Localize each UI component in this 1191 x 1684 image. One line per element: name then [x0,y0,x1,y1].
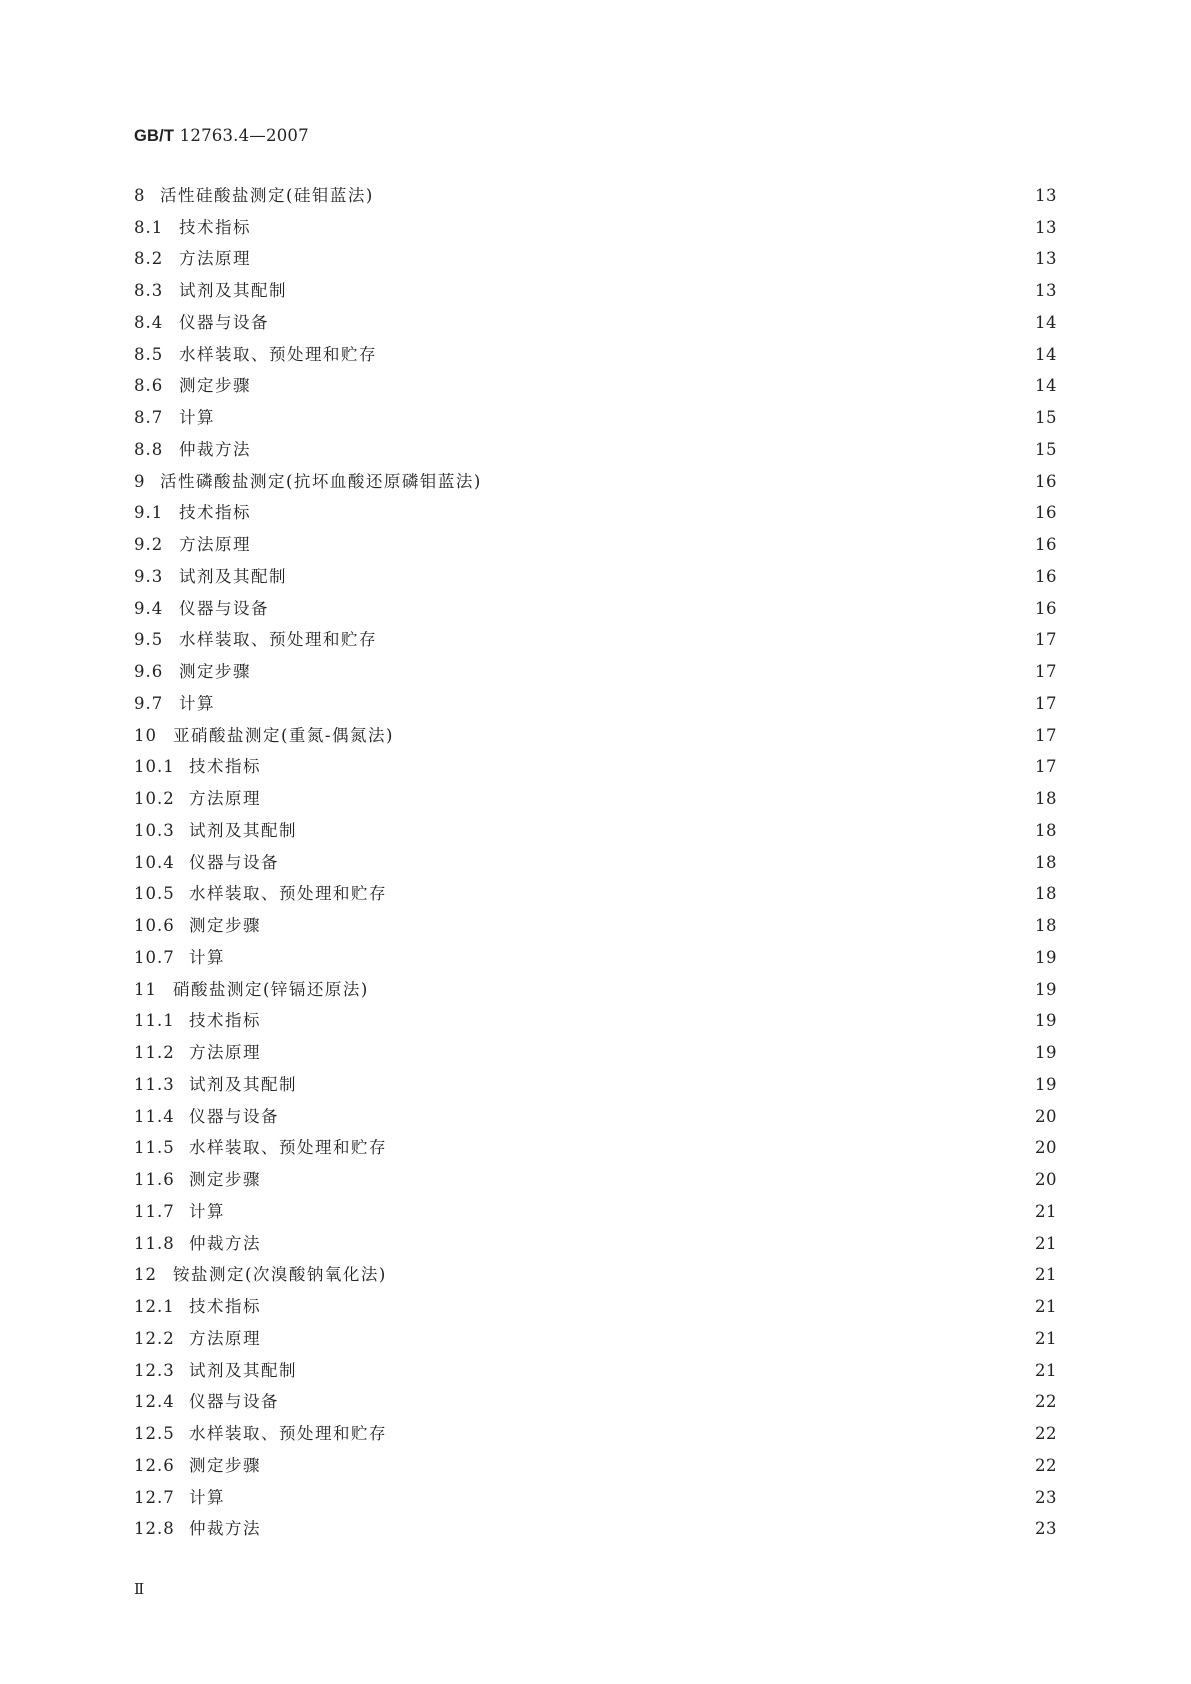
toc-dot-leader [273,789,1023,809]
toc-dot-leader [291,1107,1023,1127]
toc-dot-leader [251,376,1023,396]
toc-entry-title: 测定步骤 [189,1455,261,1475]
toc-entry-title: 亚硝酸盐测定(重氮-偶氮法) [173,725,394,745]
toc-entry-number: 10.3 [134,820,175,840]
toc-entry-title: 仲裁方法 [189,1233,261,1253]
toc-entry-number: 10.4 [134,852,175,872]
toc-entry[interactable] [134,593,1055,625]
toc-entry-page: 21 [1035,1233,1057,1253]
toc-entry-page: 15 [1035,439,1057,459]
toc-entry-page: 21 [1035,1328,1057,1348]
toc-entry-number: 10.6 [134,916,175,936]
toc-entry-page: 17 [1035,662,1057,682]
toc-entry[interactable] [134,974,1055,1006]
toc-dot-leader [387,884,1023,904]
toc-entry-number: 12.1 [134,1297,175,1317]
toc-dot-leader [482,472,1023,492]
toc-dot-leader [251,440,1023,460]
toc-entry[interactable] [134,910,1055,942]
toc-entry-number: 11.7 [134,1201,175,1221]
toc-entry-number: 8.8 [134,439,164,459]
toc-entry-title: 仪器与设备 [189,1392,279,1412]
toc-entry-number: 8.5 [134,344,164,364]
toc-dot-leader [215,694,1023,714]
toc-entry-number: 8.4 [134,312,164,332]
toc-dot-leader [215,408,1023,428]
toc-dot-leader [287,567,1023,587]
toc-entry[interactable] [134,339,1055,371]
toc-entry-number: 8.1 [134,217,164,237]
toc-entry-page: 16 [1035,598,1057,618]
toc-entry-number: 12.6 [134,1455,175,1475]
toc-dot-leader [273,1170,1023,1190]
toc-entry[interactable] [134,1450,1055,1482]
toc-entry-number: 12.8 [134,1519,175,1539]
toc-entry-page: 18 [1035,820,1057,840]
toc-entry-title: 计算 [189,1487,225,1507]
toc-entry-page: 21 [1035,1265,1057,1285]
toc-entry-title: 水样装取、预处理和贮存 [189,884,387,904]
toc-entry-page: 20 [1035,1106,1057,1126]
toc-entry[interactable] [134,212,1055,244]
toc-entry-number: 11.6 [134,1170,175,1190]
toc-dot-leader [237,1202,1023,1222]
document-header [134,126,309,146]
toc-dot-leader [309,1361,1023,1381]
toc-dot-leader [269,313,1023,333]
toc-entry[interactable] [134,561,1055,593]
toc-entry-number: 11.5 [134,1138,175,1158]
toc-dot-leader [237,948,1023,968]
toc-entry-title: 测定步骤 [179,376,251,396]
toc-entry-number: 9.4 [134,598,164,618]
toc-entry-title: 技术指标 [179,503,251,523]
toc-entry-page: 16 [1035,503,1057,523]
toc-entry[interactable] [134,1514,1055,1546]
toc-entry-page: 23 [1035,1487,1057,1507]
toc-entry-page: 13 [1035,249,1057,269]
toc-entry[interactable] [134,1101,1055,1133]
toc-entry[interactable] [134,879,1055,911]
toc-entry[interactable] [134,275,1055,307]
toc-entry-number: 11.1 [134,1011,175,1031]
toc-entry-title: 水样装取、预处理和贮存 [189,1138,387,1158]
toc-entry-title: 水样装取、预处理和贮存 [179,344,377,364]
toc-entry-page: 14 [1035,312,1057,332]
toc-entry-page: 13 [1035,185,1057,205]
toc-dot-leader [273,1011,1023,1031]
toc-entry-number: 11 [134,979,157,999]
toc-entry-page: 14 [1035,376,1057,396]
toc-entry-page: 22 [1035,1392,1057,1412]
toc-entry[interactable] [134,1164,1055,1196]
toc-entry-number: 10 [134,725,157,745]
toc-entry[interactable] [134,1418,1055,1450]
toc-entry[interactable] [134,720,1055,752]
toc-dot-leader [387,1138,1023,1158]
toc-dot-leader [309,1075,1023,1095]
toc-entry[interactable] [134,752,1055,784]
toc-entry-title: 方法原理 [189,1328,261,1348]
toc-entry-number: 11.8 [134,1233,175,1253]
toc-dot-leader [273,1329,1023,1349]
toc-entry-page: 17 [1035,757,1057,777]
toc-entry[interactable] [134,688,1055,720]
toc-entry-number: 8.6 [134,376,164,396]
toc-entry-title: 水样装取、预处理和贮存 [189,1424,387,1444]
toc-entry-title: 试剂及其配制 [179,566,287,586]
toc-entry-number: 10.5 [134,884,175,904]
toc-entry-page: 23 [1035,1519,1057,1539]
toc-entry-title: 计算 [179,408,215,428]
toc-dot-leader [273,1519,1023,1539]
toc-entry-page: 13 [1035,217,1057,237]
toc-entry-page: 18 [1035,789,1057,809]
toc-entry[interactable] [134,1228,1055,1260]
toc-entry[interactable] [134,371,1055,403]
toc-entry-number: 11.4 [134,1106,175,1126]
toc-dot-leader [251,535,1023,555]
toc-dot-leader [273,1456,1023,1476]
toc-entry-page: 20 [1035,1170,1057,1190]
toc-entry-title: 仪器与设备 [179,312,269,332]
toc-entry-title: 仲裁方法 [189,1519,261,1539]
toc-dot-leader [237,1488,1023,1508]
toc-entry-page: 14 [1035,344,1057,364]
toc-dot-leader [389,630,1023,650]
toc-entry-page: 18 [1035,884,1057,904]
standard-code: GB/T [134,127,175,145]
toc-dot-leader [251,218,1023,238]
toc-entry-number: 11.2 [134,1043,175,1063]
toc-entry-number: 9.7 [134,693,164,713]
toc-dot-leader [273,1297,1023,1317]
standard-number: 12763.4—2007 [179,126,309,145]
toc-dot-leader [273,1043,1023,1063]
toc-entry-page: 22 [1035,1455,1057,1475]
toc-entry-number: 12.7 [134,1487,175,1507]
toc-entry-number: 10.7 [134,947,175,967]
toc-entry[interactable] [134,815,1055,847]
toc-entry[interactable] [134,498,1055,530]
toc-entry-title: 仪器与设备 [179,598,269,618]
toc-dot-leader [291,853,1023,873]
toc-entry-number: 12.4 [134,1392,175,1412]
table-of-contents [134,180,1055,1545]
toc-entry[interactable] [134,1323,1055,1355]
toc-entry-page: 19 [1035,979,1057,999]
toc-entry-page: 16 [1035,535,1057,555]
toc-entry-page: 21 [1035,1360,1057,1380]
toc-entry[interactable] [134,847,1055,879]
toc-entry-page: 19 [1035,1011,1057,1031]
toc-entry-page: 13 [1035,281,1057,301]
toc-entry-title: 计算 [179,693,215,713]
toc-entry-number: 10.1 [134,757,175,777]
toc-entry-title: 试剂及其配制 [189,820,297,840]
toc-entry-number: 8.2 [134,249,164,269]
toc-entry-title: 方法原理 [189,1043,261,1063]
toc-dot-leader [251,662,1023,682]
toc-entry[interactable] [134,1482,1055,1514]
toc-entry[interactable] [134,656,1055,688]
toc-entry-page: 15 [1035,408,1057,428]
toc-entry-title: 水样装取、预处理和贮存 [179,630,377,650]
toc-entry-page: 21 [1035,1297,1057,1317]
toc-dot-leader [273,757,1023,777]
toc-entry-number: 9.3 [134,566,164,586]
toc-entry[interactable] [134,1260,1055,1292]
toc-entry-title: 计算 [189,947,225,967]
toc-entry-number: 12.2 [134,1328,175,1348]
toc-entry[interactable] [134,942,1055,974]
toc-entry[interactable] [134,466,1055,498]
toc-entry-page: 18 [1035,852,1057,872]
toc-entry-title: 计算 [189,1201,225,1221]
toc-entry-number: 11.3 [134,1074,175,1094]
toc-entry-number: 12.3 [134,1360,175,1380]
toc-dot-leader [381,980,1023,1000]
toc-entry[interactable] [134,1069,1055,1101]
toc-entry-page: 16 [1035,566,1057,586]
toc-entry[interactable] [134,1291,1055,1323]
toc-entry-page: 17 [1035,693,1057,713]
page-number: Ⅱ [134,1580,145,1598]
toc-entry[interactable] [134,1006,1055,1038]
toc-entry[interactable] [134,434,1055,466]
toc-entry[interactable] [134,402,1055,434]
toc-entry-number: 8 [134,185,146,205]
toc-entry-number: 12.5 [134,1424,175,1444]
toc-entry-title: 试剂及其配制 [189,1074,297,1094]
toc-dot-leader [309,821,1023,841]
toc-dot-leader [389,345,1023,365]
toc-entry-number: 9.5 [134,630,164,650]
toc-dot-leader [291,1392,1023,1412]
toc-dot-leader [399,1265,1023,1285]
toc-entry-page: 19 [1035,1043,1057,1063]
toc-entry-title: 铵盐测定(次溴酸钠氧化法) [173,1265,387,1285]
toc-dot-leader [287,281,1023,301]
toc-entry-page: 19 [1035,947,1057,967]
toc-entry-title: 仪器与设备 [189,852,279,872]
toc-entry-page: 17 [1035,630,1057,650]
toc-dot-leader [273,1234,1023,1254]
toc-entry-number: 9.6 [134,662,164,682]
toc-dot-leader [374,186,1023,206]
toc-entry-title: 试剂及其配制 [189,1360,297,1380]
toc-entry-number: 9.1 [134,503,164,523]
toc-entry-title: 仲裁方法 [179,439,251,459]
toc-dot-leader [394,726,1023,746]
toc-entry-page: 18 [1035,916,1057,936]
toc-entry-title: 方法原理 [189,789,261,809]
toc-entry-number: 12 [134,1265,157,1285]
toc-entry-title: 技术指标 [189,757,261,777]
toc-entry-title: 测定步骤 [189,1170,261,1190]
toc-entry[interactable] [134,783,1055,815]
toc-entry-page: 17 [1035,725,1057,745]
toc-dot-leader [251,503,1023,523]
toc-entry-page: 20 [1035,1138,1057,1158]
toc-entry[interactable] [134,529,1055,561]
toc-entry-title: 仪器与设备 [189,1106,279,1126]
toc-entry-number: 8.3 [134,281,164,301]
toc-entry-title: 测定步骤 [179,662,251,682]
toc-entry-page: 19 [1035,1074,1057,1094]
toc-entry[interactable] [134,1387,1055,1419]
toc-entry[interactable] [134,1355,1055,1387]
toc-dot-leader [269,599,1023,619]
toc-entry-number: 9.2 [134,535,164,555]
toc-entry-number: 8.7 [134,408,164,428]
toc-entry-title: 活性硅酸盐测定(硅钼蓝法) [160,185,374,205]
toc-entry-page: 22 [1035,1424,1057,1444]
toc-dot-leader [251,249,1023,269]
toc-entry-title: 技术指标 [189,1011,261,1031]
toc-entry-title: 技术指标 [179,217,251,237]
toc-entry-title: 方法原理 [179,249,251,269]
toc-entry-page: 16 [1035,471,1057,491]
toc-entry-number: 9 [134,471,146,491]
toc-entry[interactable] [134,1196,1055,1228]
toc-entry-page: 21 [1035,1201,1057,1221]
toc-entry-title: 活性磷酸盐测定(抗坏血酸还原磷钼蓝法) [160,471,482,491]
toc-entry[interactable] [134,244,1055,276]
toc-entry[interactable] [134,625,1055,657]
toc-entry[interactable] [134,1133,1055,1165]
toc-entry-number: 10.2 [134,789,175,809]
toc-dot-leader [273,916,1023,936]
toc-entry-title: 方法原理 [179,535,251,555]
toc-entry[interactable] [134,1037,1055,1069]
toc-entry[interactable] [134,307,1055,339]
toc-entry-title: 试剂及其配制 [179,281,287,301]
toc-dot-leader [387,1424,1023,1444]
toc-entry-title: 测定步骤 [189,916,261,936]
toc-entry-title: 硝酸盐测定(锌镉还原法) [173,979,369,999]
toc-entry-title: 技术指标 [189,1297,261,1317]
toc-entry[interactable] [134,180,1055,212]
